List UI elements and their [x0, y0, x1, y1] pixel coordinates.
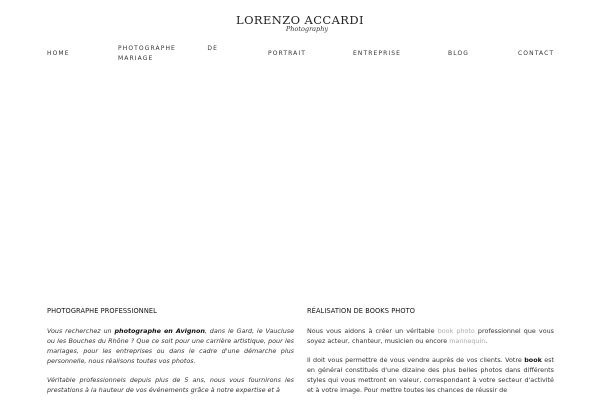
nav-wedding-de: DE — [207, 45, 218, 52]
text-run: Nous vous aidons à créer un véritable — [307, 327, 438, 335]
logo-name: LORENZO ACCARDI — [236, 13, 364, 27]
book-photo-link[interactable]: book photo — [437, 327, 475, 335]
nav-item-wedding-photographer[interactable] — [118, 44, 218, 64]
text-run: , dans le Gard, le Vaucluse ou les Bouches du Rhône ? Que ce soit pour une carrière artistique, pour les mariages, pour les entreprises ou dans le cadre d'une démarche plus personnelle, nous réalisons toutes vos photos. — [47, 327, 295, 365]
nav-item-contact[interactable]: CONTACT — [518, 50, 555, 57]
books-detail-paragraph — [307, 355, 554, 395]
text-run: . — [485, 337, 488, 345]
nav-item-blog[interactable]: BLOG — [448, 50, 470, 57]
mannequin-link[interactable]: mannequin — [449, 337, 486, 345]
experience-paragraph: Véritable professionnels depuis plus de 5 ans, nous vous fournirons les prestations à la hauteur de vos événements grâce à notre expertise et à — [47, 376, 294, 394]
section-heading: RÉALISATION DE BOOKS PHOTO — [307, 307, 416, 315]
nav-item-portrait[interactable]: PORTRAIT — [268, 50, 307, 57]
site-logo[interactable] — [0, 14, 600, 33]
professional-photographer-section — [47, 306, 294, 404]
text-run: Vous recherchez un — [47, 327, 115, 335]
nav-wedding-line1 — [118, 44, 218, 54]
logo-subtitle: Photography — [285, 25, 329, 33]
text-run: Il doit vous permettre de vous vendre auprès de vos clients. Votre — [307, 356, 525, 364]
bold-keyword: book — [524, 356, 542, 364]
text-run: est en général constitués d'une dizaine des plus belles photos dans différents styles qui vous mettront en valeur, correspondant à votre secteur d'activité et à votre image. Pour mettre toutes les chances de réussir de — [307, 356, 554, 394]
text-run: professionnel que vous soyez acteur, chanteur, musicien ou encore — [307, 327, 554, 345]
photo-books-section — [307, 306, 554, 404]
nav-item-entreprise[interactable]: ENTREPRISE — [353, 50, 402, 57]
bold-keyword: photographe en Avignon — [114, 327, 205, 335]
section-heading: PHOTOGRAPHE PROFESSIONNEL — [47, 307, 157, 315]
main-nav — [0, 44, 600, 68]
books-intro-paragraph — [307, 326, 554, 346]
intro-paragraph — [47, 326, 294, 366]
nav-item-home[interactable]: HOME — [47, 50, 70, 57]
nav-wedding-word: PHOTOGRAPHE — [118, 45, 176, 52]
nav-wedding-line2: MARIAGE — [118, 55, 154, 62]
